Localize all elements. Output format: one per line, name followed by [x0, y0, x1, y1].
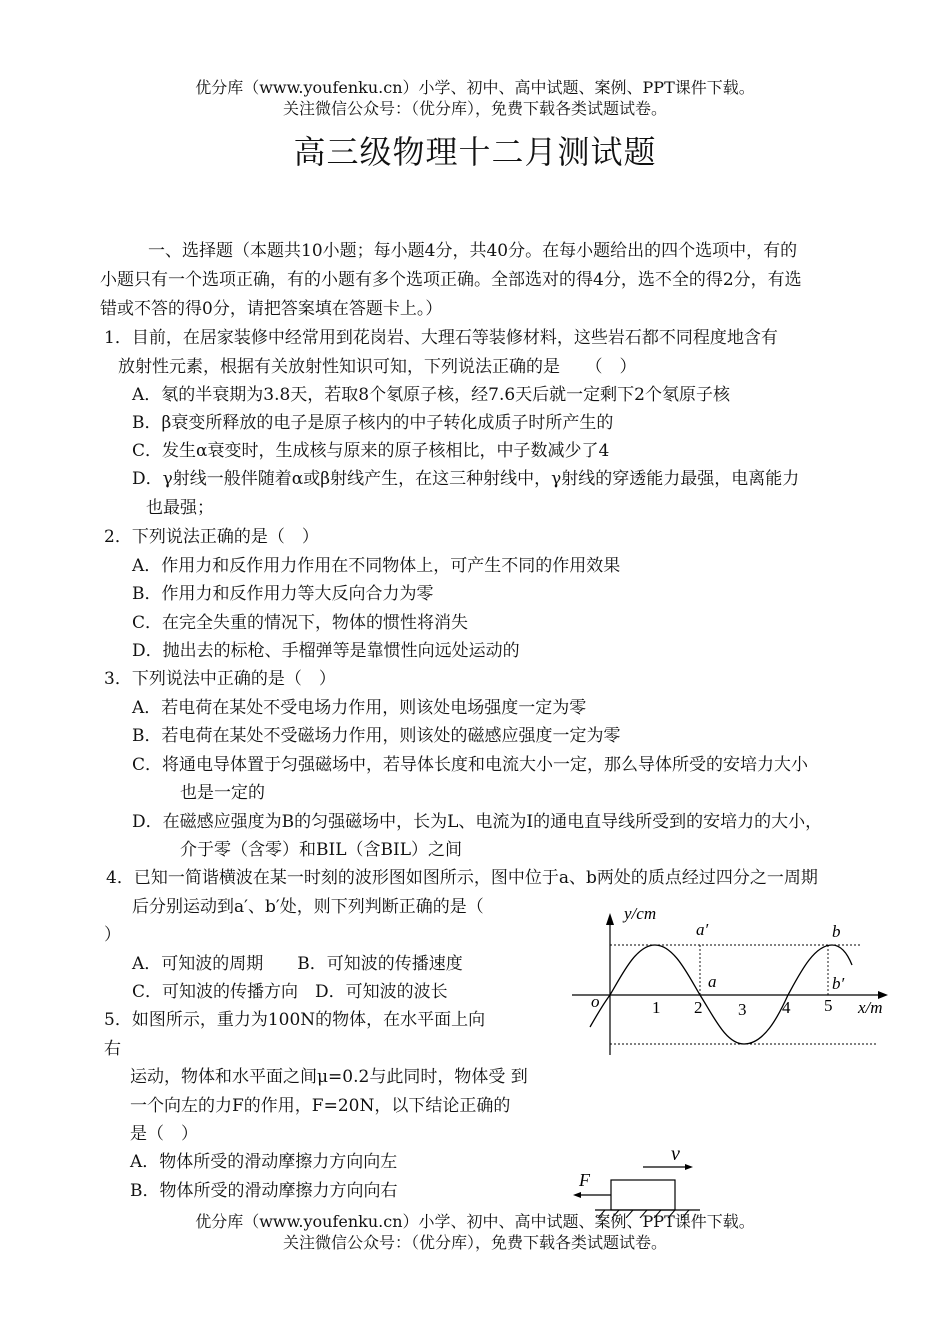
q2-option-a: A．作用力和反作用力作用在不同物体上，可产生不同的作用效果 — [132, 556, 621, 576]
q5-stem-line-3: 运动，物体和水平面之间μ=0.2与此同时，物体受 到 — [130, 1067, 528, 1087]
header-line-2: 关注微信公众号：（优分库），免费下载各类试题试卷。 — [282, 99, 667, 118]
q1-option-d-line-2: 也最强； — [146, 498, 214, 518]
q1-option-a: A．氡的半衰期为3.8天，若取8个氡原子核，经7.6天后就一定剩下2个氡原子核 — [132, 385, 730, 405]
x-axis-label: x/m — [858, 998, 883, 1017]
block — [611, 1180, 675, 1210]
section-intro-line-2: 小题只有一个选项正确，有的小题有多个选项正确。全部选对的得4分，选不全的得2分，有选 — [100, 270, 802, 290]
q1-option-b: B．β衰变所释放的电子是原子核内的中子转化成质子时所产生的 — [132, 413, 614, 433]
q5-option-a: A．物体所受的滑动摩擦力方向向左 — [130, 1152, 398, 1172]
b-label: b — [832, 922, 841, 941]
tick-label-2: 2 — [694, 998, 703, 1017]
q3-option-d-line-2: 介于零（含零）和BIL（含BIL）之间 — [180, 840, 462, 860]
q2-option-c: C．在完全失重的情况下，物体的惯性将消失 — [132, 613, 469, 633]
force-arrow-head-icon — [573, 1192, 581, 1198]
tick-label-3: 3 — [738, 1000, 747, 1019]
q4-options-cd: C．可知波的传播方向 D．可知波的波长 — [132, 982, 448, 1002]
velocity-label: v — [671, 1143, 680, 1165]
a-prime-label: a′ — [696, 920, 709, 939]
header-line-1: 优分库（www.youfenku.cn）小学、初中、高中试题、案例、PPT课件下载。 — [195, 78, 755, 97]
q1-stem-line-2: 放射性元素，根据有关放射性知识可知，下列说法正确的是 （ ） — [118, 357, 637, 377]
footer-line-1: 优分库（www.youfenku.cn）小学、初中、高中试题、案例、PPT课件下载。 — [195, 1212, 755, 1231]
q5-stem-line-1: 5．如图所示，重力为100N的物体，在水平面上向 — [104, 1010, 486, 1030]
q2-option-d: D．抛出去的标枪、手榴弹等是靠惯性向远处运动的 — [132, 641, 520, 661]
tick-label-4: 4 — [782, 998, 791, 1017]
footer-line-2: 关注微信公众号：（优分库），免费下载各类试题试卷。 — [282, 1233, 667, 1252]
q4-stem-line-2: 后分别运动到a′、b′处，则下列判断正确的是（ — [132, 897, 484, 917]
y-axis-arrow-icon — [606, 913, 614, 925]
origin-label: o — [591, 992, 600, 1011]
q2-stem: 2．下列说法正确的是（ ） — [104, 527, 319, 547]
wave-figure — [560, 895, 900, 1065]
a-label: a — [708, 972, 717, 991]
q3-option-d-line-1: D．在磁感应强度为B的匀强磁场中，长为L、电流为I的通电直导线所受到的安培力的大小， — [132, 812, 823, 832]
q5-stem-line-5: 是（ ） — [130, 1124, 198, 1144]
q1-stem-line-1: 1．目前，在居家装修中经常用到花岗岩、大理石等装修材料，这些岩石都不同程度地含有 — [104, 328, 778, 348]
q3-option-c-line-2: 也是一定的 — [180, 783, 265, 803]
q4-stem-line-1: 4．已知一简谐横波在某一时刻的波形图如图所示，图中位于a、b两处的质点经过四分之一周期 — [106, 868, 818, 888]
q3-stem: 3．下列说法中正确的是（ ） — [104, 669, 336, 689]
force-label: F — [579, 1170, 590, 1190]
q2-option-b: B．作用力和反作用力等大反向合力为零 — [132, 584, 434, 604]
section-intro-line-3: 错或不答的得0分，请把答案填在答题卡上。） — [100, 299, 443, 319]
q4-stem-line-3: ） — [104, 925, 121, 945]
q5-stem-line-4: 一个向左的力F的作用，F=20N，以下结论正确的 — [130, 1096, 511, 1116]
q3-option-a: A．若电荷在某处不受电场力作用，则该处电场强度一定为零 — [132, 698, 587, 718]
velocity-arrow-head-icon — [685, 1164, 693, 1170]
tick-label-5: 5 — [824, 996, 833, 1015]
q3-option-c-line-1: C．将通电导体置于匀强磁场中，若导体长度和电流大小一定，那么导体所受的安培力大小 — [132, 755, 809, 775]
q3-option-b: B．若电荷在某处不受磁场力作用，则该处的磁感应强度一定为零 — [132, 726, 621, 746]
b-prime-label: b′ — [832, 974, 845, 993]
tick-label-1: 1 — [652, 998, 661, 1017]
block-figure — [565, 1138, 705, 1218]
section-intro-line-1: 一、选择题（本题共10小题；每小题4分，共40分。在每小题给出的四个选项中，有的 — [148, 241, 798, 261]
q5-stem-line-2: 右 — [104, 1039, 121, 1059]
q1-option-d-line-1: D．γ射线一般伴随着α或β射线产生，在这三种射线中，γ射线的穿透能力最强，电离能力 — [132, 469, 800, 489]
q1-option-c: C．发生α衰变时，生成核与原来的原子核相比，中子数减少了4 — [132, 441, 610, 461]
q5-option-b: B．物体所受的滑动摩擦力方向向右 — [130, 1181, 398, 1201]
q4-options-ab: A．可知波的周期 B．可知波的传播速度 — [132, 954, 463, 974]
y-axis-label: y/cm — [624, 904, 657, 923]
page-title: 高三级物理十二月测试题 — [293, 133, 657, 171]
